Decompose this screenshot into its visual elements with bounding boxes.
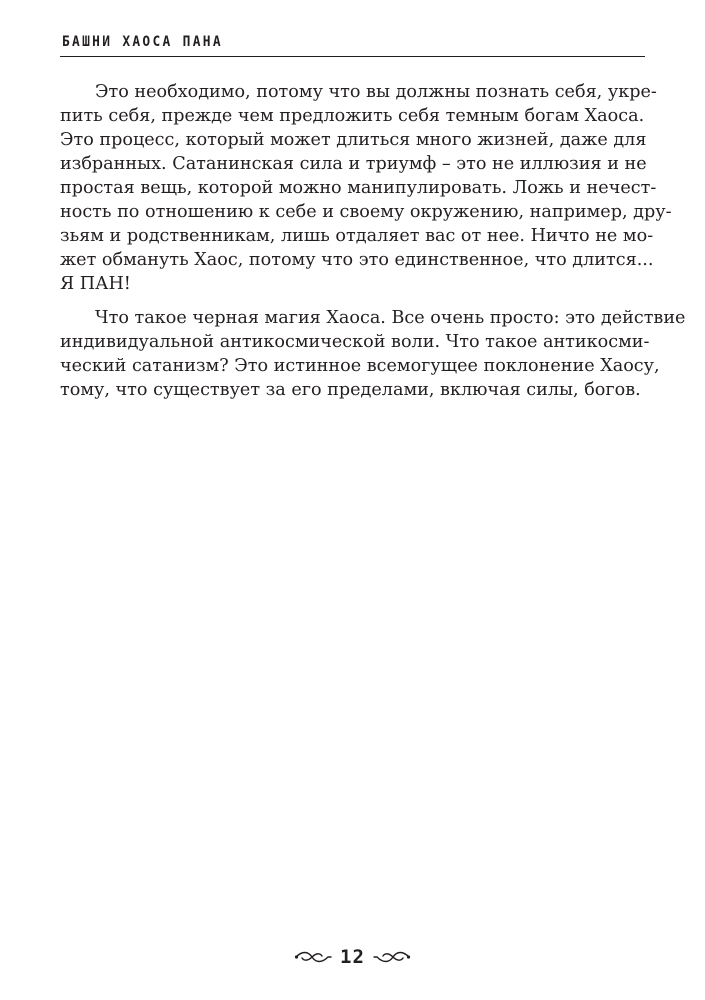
text-line: Я ПАН!	[60, 274, 131, 294]
page-footer	[0, 942, 705, 972]
body-text-cont	[60, 104, 672, 296]
text-line: ность по отношению к себе и своему окружению, например, дру-	[60, 202, 672, 222]
right-flourish-icon	[373, 949, 411, 965]
page-number: 12	[340, 946, 365, 968]
text-line: зьям и родственникам, лишь отдаляет вас от нее. Ничто не мо-	[60, 226, 654, 246]
text-line: ческий сатанизм? Это истинное всемогущее поклонение Хаосу,	[60, 356, 660, 376]
header-rule	[60, 56, 645, 57]
text-line: Это процесс, который может длиться много жизней, даже для	[60, 130, 647, 150]
paragraph-2-cont	[60, 330, 660, 402]
text-line: Что такое черная магия Хаоса. Все очень просто: это действие	[95, 308, 686, 328]
paragraph-2-first	[95, 306, 686, 330]
text-line: избранных. Сатанинская сила и триумф – это не иллюзия и не	[60, 154, 647, 174]
running-header	[60, 31, 645, 59]
text-line: жет обмануть Хаос, потому что это единственное, что длится...	[60, 250, 654, 270]
text-line: пить себя, прежде чем предложить себя темным богам Хаоса.	[60, 106, 645, 126]
left-flourish-icon	[294, 949, 332, 965]
paragraph-1	[95, 80, 657, 104]
text-line: индивидуальной антикосмической воли. Что такое антикосми-	[60, 332, 650, 352]
text-line: Это необходимо, потому что вы должны познать себя, укре-	[95, 82, 657, 102]
text-line: тому, что существует за его пределами, включая силы, богов.	[60, 380, 641, 400]
body-text	[95, 80, 657, 104]
running-title: БАШНИ ХАОСА ПАНА	[62, 34, 223, 50]
text-line: простая вещь, которой можно манипулировать. Ложь и нечест-	[60, 178, 657, 198]
